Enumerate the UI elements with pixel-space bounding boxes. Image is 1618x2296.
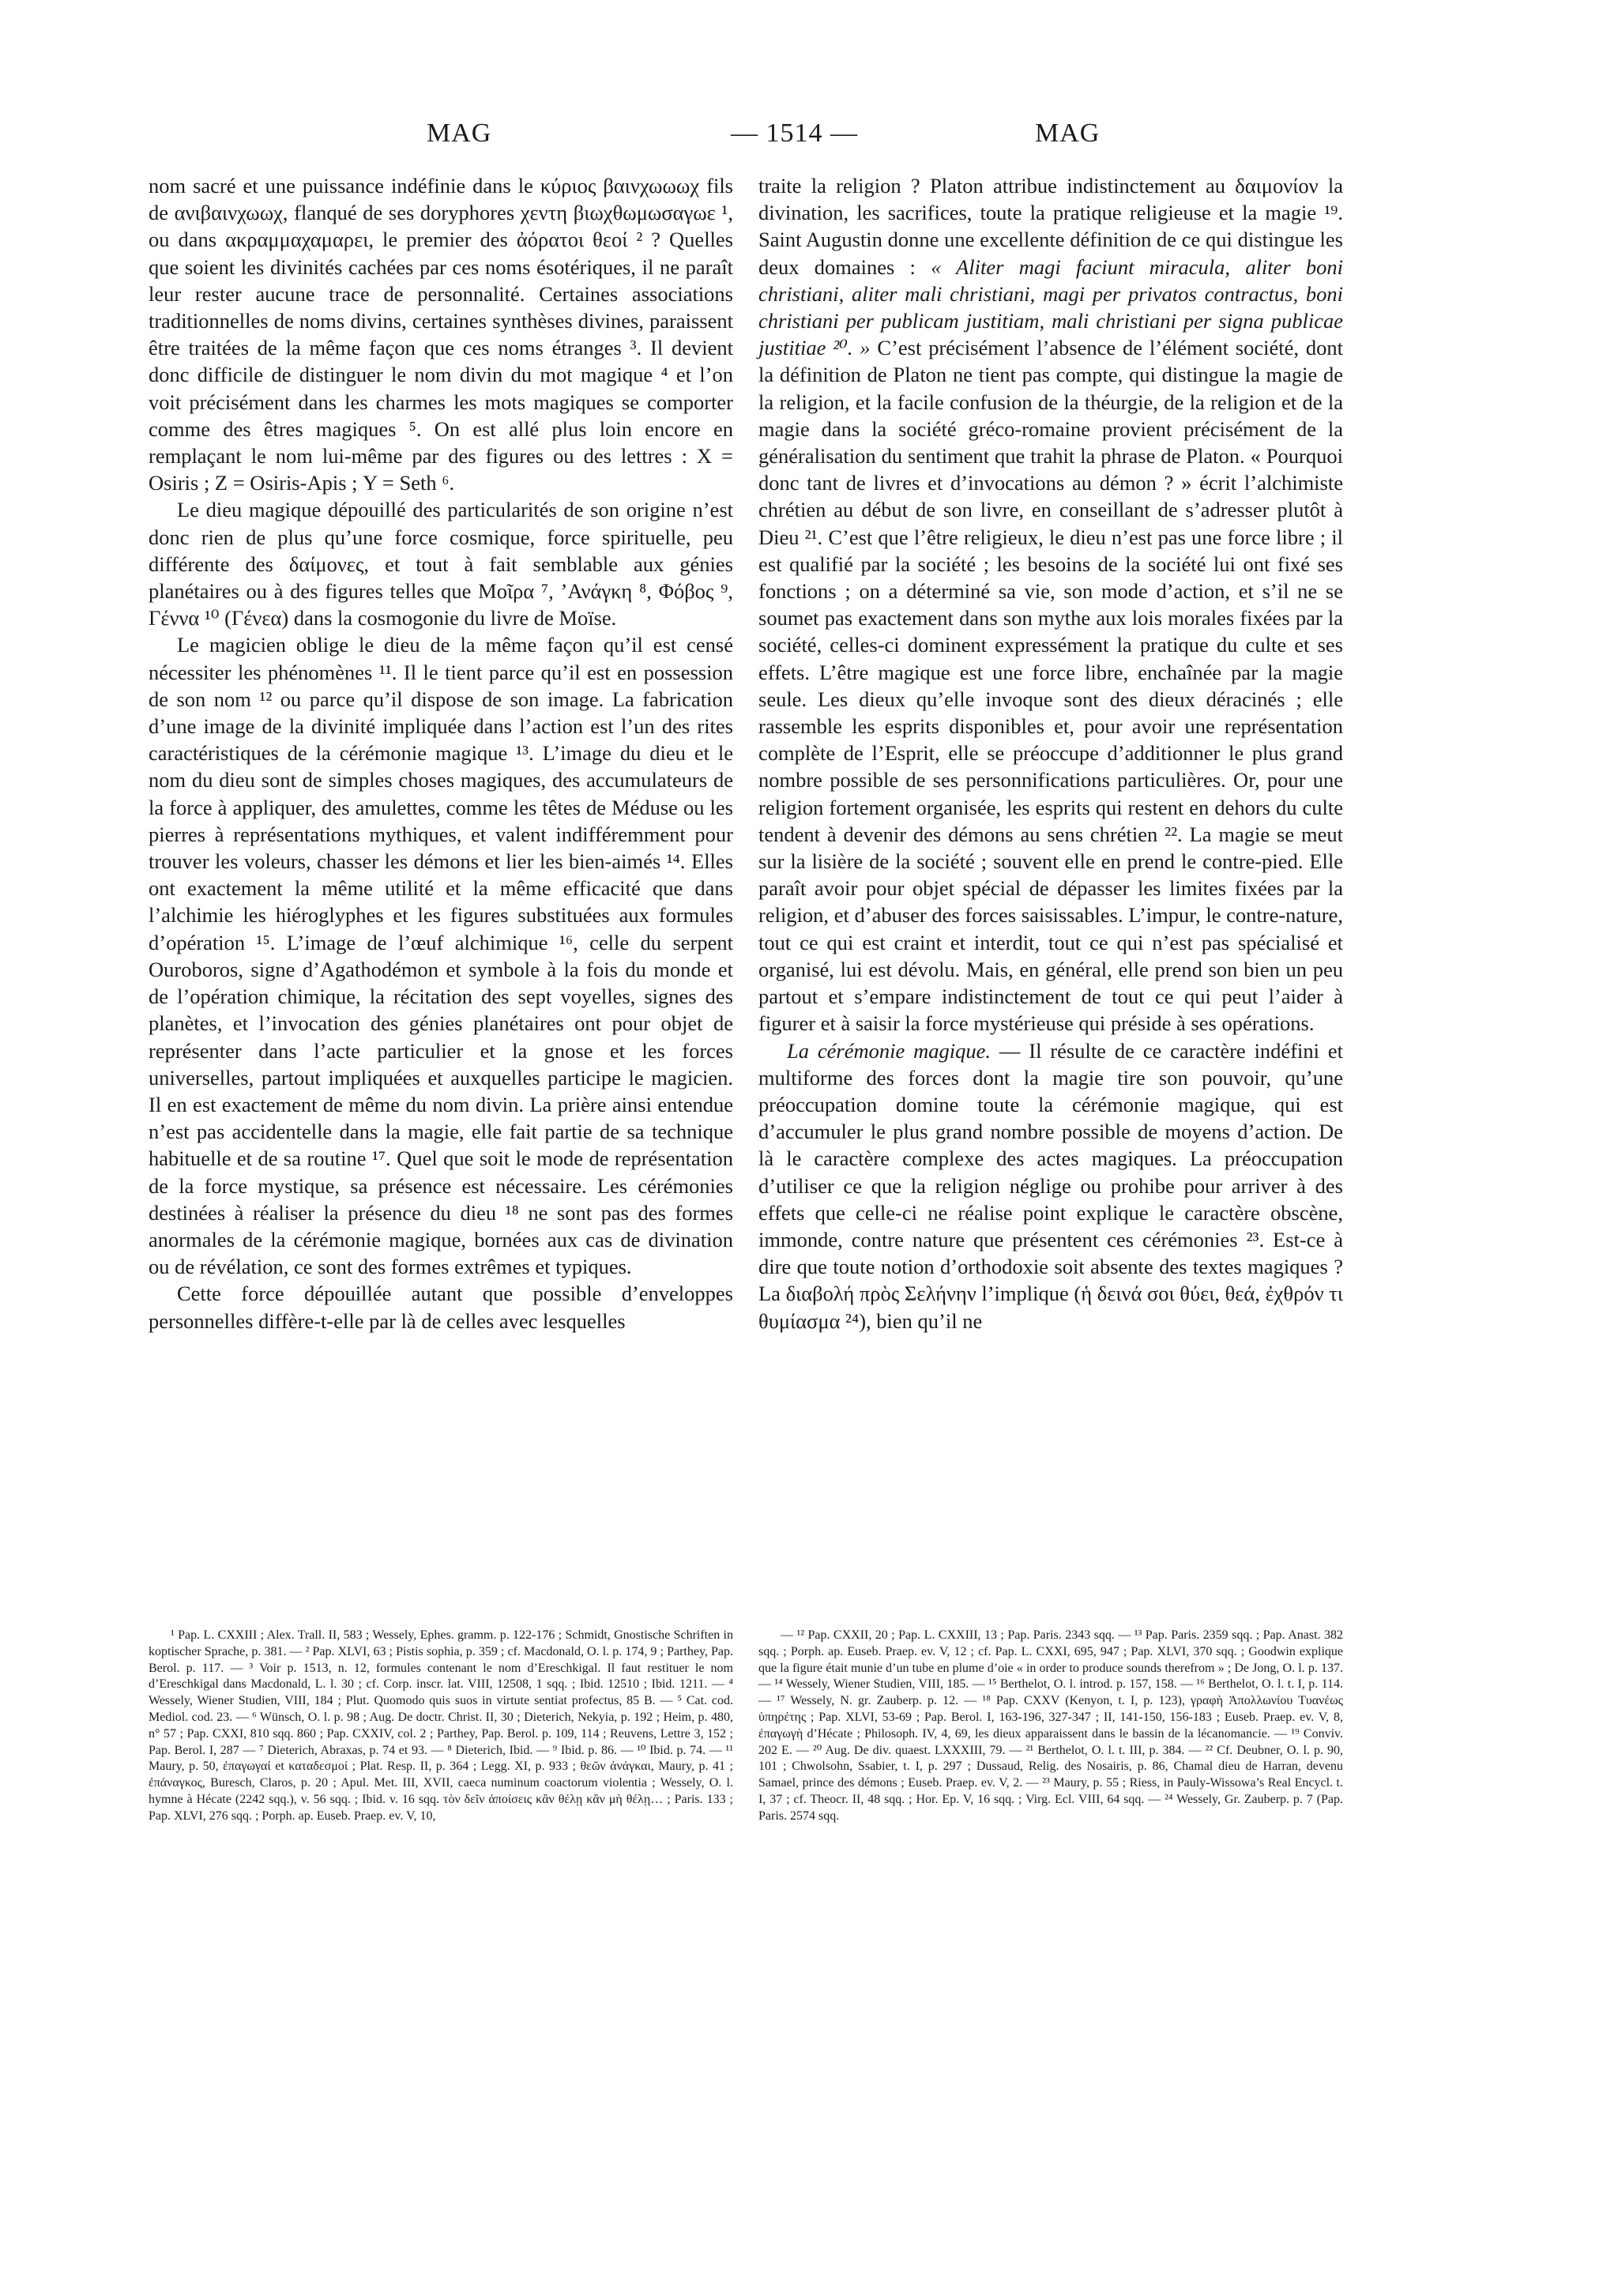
paragraph bbox=[758, 172, 1343, 1037]
footnotes-right bbox=[758, 1628, 1343, 1825]
paragraph: Cette force dépouillée autant que possible d’enveloppes personnelles diffère-t-elle par là de celles avec lesquelles bbox=[149, 1282, 733, 1333]
footnote-block: ¹ Pap. L. CXXIII ; Alex. Trall. II, 583 ; Wessely, Ephes. gramm. p. 122-176 ; Schmidt, Gnostische Schriften in koptischer Sprache, p. 381. — ² Pap. XLVI, 63 ; Pistis sophia, p. 359 ; cf. Macdonald, O. l. p. 174, 9 ; Parthey, Pap. Berol. p. 117. — ³ Voir p. 1513, n. 12, formules contenant le nom d’Ereschkigal. Il faut restituer le nom d’Ereschkigal dans Macdonald, L. l. 30 ; cf. Corp. inscr. lat. VIII, 12508, 1 sqq. ; Ibid. 12510 ; Ibid. 1211. — ⁴ Wessely, Wiener Studien, VIII, 184 ; Plut. Quomodo quis suos in virtute sentiat profectus, 85 B. — ⁵ Cat. cod. Mediol. cod. 23. — ⁶ Wünsch, O. l. p. 98 ; Aug. De doctr. Christ. II, 30 ; Dieterich, Nekyia, p. 192 ; Heim, p. 480, n° 57 ; Pap. CXXI, 810 sqq. 860 ; Pap. CXXIV, col. 2 ; Parthey, Pap. Berol. p. 109, 114 ; Reuvens, Lettre 3, 152 ; Pap. Berol. I, 287 — ⁷ Dieterich, Abraxas, p. 74 et 93. — ⁸ Dieterich, Ibid. — ⁹ Ibid. p. 86. — ¹⁰ Ibid. p. 74. — ¹¹ Maury, p. 50, ἐπαγωγαί et καταδεσμοί ; Plat. Resp. II, p. 364 ; Legg. XI, p. 933 ; θεῶν ἀνάγκαι, Maury, p. 41 ; ἐπάναγκος, Buresch, Claros, p. 20 ; Apul. Met. III, XVII, caeca numinum coactorum violentia ; Wessely, O. l. hymne à Hécate (2242 sqq.), v. 56 sqq. ; Ibid. v. 16 sqq. τὸν δεῖν ἀποίσεις κἂν θέλῃ κἂν μὴ θέλῃ… ; Paris. 133 ; Pap. XLVI, 276 sqq. ; Porph. ap. Euseb. Praep. ev. V, 10, bbox=[149, 1628, 733, 1823]
left-column bbox=[149, 172, 733, 1334]
footnotes-left bbox=[149, 1628, 733, 1825]
footnote-block: — ¹² Pap. CXXII, 20 ; Pap. L. CXXIII, 13 ; Pap. Paris. 2343 sqq. — ¹³ Pap. Paris. 2359 sqq. ; Pap. Anast. 382 sqq. ; Porph. ap. Euseb. Praep. ev. V, 12 ; cf. Pap. L. CXXI, 695, 947 ; Pap. XLVI, 370 sqq. ; Goodwin explique que la figure était munie d’un tube en plume d’oie « in order to produce sounds therefrom » ; De Jong, O. l. p. 137. — ¹⁴ Wessely, Wiener Studien, VIII, 185. — ¹⁵ Berthelot, O. l. introd. p. 157, 158. — ¹⁶ Berthelot, O. l. t. I, p. 114. — ¹⁷ Wessely, N. gr. Zauberp. p. 12. — ¹⁸ Pap. CXXV (Kenyon, t. I, p. 123), γραφὴ Ἀπολλωνίου Τυανέως ὑπηρέτης ; Pap. XLVI, 53-69 ; Pap. Berol. I, 163-196, 327-347 ; II, 141-150, 156-183 ; Euseb. Praep. ev. V, 8, ἐπαγωγὴ d’Hécate ; Philosoph. IV, 4, 69, les dieux apparaissent dans le bassin de la lécanomancie. — ¹⁹ Conviv. 202 E. — ²⁰ Aug. De div. quaest. LXXXIII, 79. — ²¹ Berthelot, O. l. t. III, p. 384. — ²² Cf. Deubner, O. l. p. 90, 101 ; Chwolsohn, Ssabier, t. I, p. 297 ; Dussaud, Relig. des Nosairis, p. 86, Chamal dieu de Harran, devenu Samael, prince des démons ; Euseb. Praep. ev. V, 2. — ²³ Maury, p. 55 ; Riess, in Pauly-Wissowa’s Real Encycl. t. I, 37 ; cf. Theocr. II, 48 sqq. ; Hor. Ep. V, 16 sqq. ; Virg. Ecl. VIII, 64 sqq. — ²⁴ Wessely, Gr. Zauberp. p. 7 (Pap. Paris. 2574 sqq. bbox=[758, 1628, 1343, 1823]
running-head bbox=[0, 119, 1618, 158]
paragraph: Le dieu magique dépouillé des particularités de son origine n’est donc rien de plus qu’une force cosmique, force spirituelle, peu différente des δαίμονες, et tout à fait semblable aux génies planétaires ou à des figures telles que Μοῖρα ⁷, ’Ανάγκη ⁸, Φόβος ⁹, Γέννα ¹⁰ (Γένεα) dans la cosmogonie du livre de Moïse. bbox=[149, 498, 733, 630]
running-head-left: MAG bbox=[427, 119, 492, 148]
page-number: — 1514 — bbox=[731, 119, 858, 148]
paragraph: Le magicien oblige le dieu de la même façon qu’il est censé nécessiter les phénomènes ¹¹. Il le tient parce qu’il est en possession de son nom ¹² ou parce qu’il dispose de son image. La fabrication d’une image de la divinité impliquée dans l’action est l’un des rites caractéristiques de la cérémonie magique ¹³. L’image du dieu et le nom du dieu sont de simples choses magiques, des accumulateurs de la force à appliquer, des amulettes, comme les têtes de Méduse ou les pierres à représentations mythiques, et valent indifféremment pour trouver les voleurs, chasser les démons et lier les bien-aimés ¹⁴. Elles ont exactement la même utilité et la même efficacité que dans l’alchimie les hiéroglyphes et les figures substituées aux formules d’opération ¹⁵. L’image de l’œuf alchimique ¹⁶, celle du serpent Ouroboros, signe d’Agathodémon et symbole à la fois du monde et de l’opération chimique, la récitation des sept voyelles, signes des planètes, et l’invocation des génies planétaires ont pour objet de représenter dans l’acte particulier et la gnose et les forces universelles, partout impliquées et auxquelles participe le magicien. Il en est exactement de même du nom divin. La prière ainsi entendue n’est pas accidentelle dans la magie, elle fait partie de sa technique habituelle et de sa routine ¹⁷. Quel que soit le mode de représentation de la force mystique, sa présence est nécessaire. Les cérémonies destinées à réaliser la présence du dieu ¹⁸ ne sont pas des formes anormales de la cérémonie magique, bornées aux cas de divination ou de révélation, ce sont des formes extrêmes et typiques. bbox=[149, 633, 733, 1279]
paragraph-text: — Il résulte de ce caractère indéfini et multiforme des forces dont la magie tire son pouvoir, qu’une préoccupation domine toute la cérémonie magique, qui est d’accumuler le plus grand nombre possible de moyens d’action. De là le caractère complexe des actes magiques. La préoccupation d’utiliser ce que la religion néglige ou prohibe pour arriver à des effets que celle-ci ne réalise point explique le caractère obscène, immonde, contre nature que présentent ces cérémonies ²³. Est-ce à dire que toute notion d’orthodoxie soit absente des textes magiques ? La διαβολή πρὸς Σελήνην l’implique (ἡ δεινά σοι θύει, θεά, ἐχθρόν τι θυμίασμα ²⁴), bien qu’il ne bbox=[758, 1038, 1343, 1333]
right-column bbox=[758, 172, 1343, 1334]
paragraph bbox=[758, 1037, 1343, 1334]
paragraph: nom sacré et une puissance indéfinie dans le κύριος βαινχωωωχ fils de ανιβαινχωωχ, flanqué de ses doryphores χεντη βιωχθωμωσαγωε ¹, ou dans ακραμμαχαμαρει, le premier des ἀόρατοι θεοί ² ? Quelles que soient les divinités cachées par ces noms ésotériques, il ne paraît leur rester aucune trace de personnalité. Certaines associations traditionnelles de noms divins, certaines synthèses divines, paraissent être traitées de la même façon que ces noms étranges ³. Il devient donc difficile de distinguer le nom divin du mot magique ⁴ et l’on voit précisément dans les charmes les mots magiques se comporter comme des êtres magiques ⁵. On est allé plus loin encore en remplaçant le nom lui-même par des figures ou des lettres : X = Osiris ; Z = Osiris-Apis ; Υ = Seth ⁶. bbox=[149, 174, 733, 495]
paragraph-text: traite la religion ? Platon attribue indistinctement au δαιμονίον la divination, les sacrifices, toute la pratique religieuse et la magie ¹⁹. Saint Augustin donne une excellente définition de ce qui distingue les deux domaines : bbox=[758, 174, 1343, 279]
running-head-right: MAG bbox=[1035, 119, 1101, 148]
augustine-quotation: « Aliter magi faciunt miracula, aliter boni christiani, aliter mali christiani, magi per privatos contractus, boni christiani per publicam justitiam, mali christiani per signa publicae justitiae ²⁰. » bbox=[758, 254, 1344, 360]
paragraph-text: C’est précisément l’absence de l’élément société, dont la définition de Platon ne tient pas compte, qui distingue la magie de la religion, et la facile confusion de la théurgie, de la religion et de la magie dans la société gréco-romaine provient précisément de la généralisation du sentiment que trahit la phrase de Platon. « Pourquoi donc tant de livres et d’invocations au démon ? » écrit l’alchimiste chrétien au début de son livre, en conseillant de s’adresser plutôt à Dieu ²¹. C’est que l’être religieux, le dieu n’est pas une force libre ; il est qualifié par la société ; les besoins de la société lui ont fixé ses fonctions ; on a déterminé sa vie, son mode d’action, et s’il ne se soumet pas exactement dans son mythe aux lois morales fixées par la société, celles-ci dominent expressément la pratique du culte et ses effets. L’être magique est une force libre, enchaînée par la magie seule. Les dieux qu’elle invoque sont des dieux déracinés ; elle rassemble les esprits disponibles et, pour avoir une représentation complète de l’Esprit, elle se préoccupe d’additionner le plus grand nombre possible de ses personnifications particulières. Or, pour une religion fortement organisée, les esprits qui restent en dehors du culte tendent à devenir des démons au sens chrétien ²². La magie se meut sur la lisière de la société ; souvent elle en prend le contre-pied. Elle paraît avoir pour objet spécial de dépasser les limites fixées par la religion, et d’abuser des forces saisissables. L’impur, le contre-nature, tout ce qui est craint et interdit, tout ce qui n’est pas spécialisé et organisé, lui est dévolu. Mais, en général, elle prend son bien un peu partout et s’empare indistinctement de tout ce qui peut l’aider à figurer et à saisir la force mystérieuse qui préside à ses opérations. bbox=[758, 336, 1343, 1036]
section-heading: La cérémonie magique. bbox=[787, 1038, 991, 1063]
